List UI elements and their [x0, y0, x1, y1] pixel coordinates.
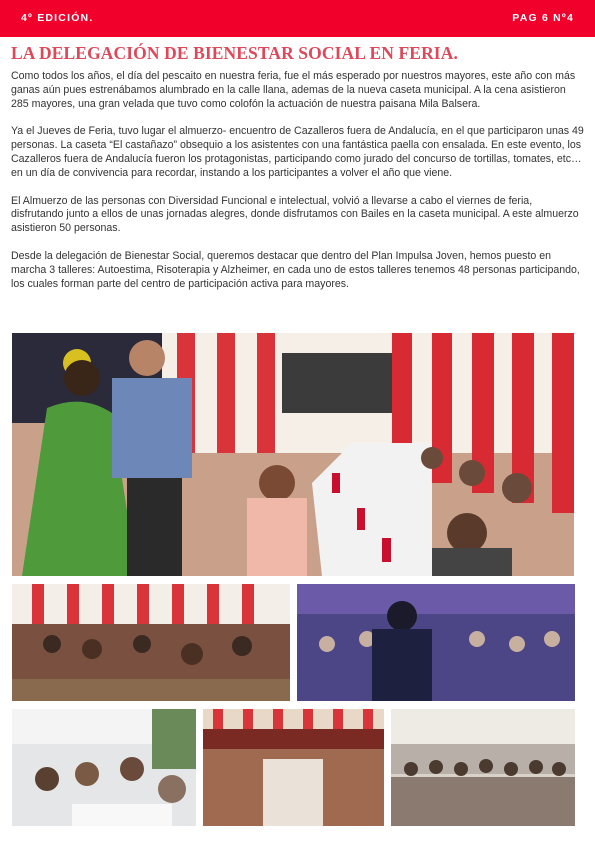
article-body: [11, 70, 586, 305]
edition-label: 4º EDICIÓN.: [21, 12, 94, 24]
paragraph-diversidad-funcional: El Almuerzo de las personas con Diversidad Funcional e intelectual, volvió a llevarse a cabo el viernes de feria, disfrutando junto a ellos de unas jornadas alegres, donde disfrutamos con Bailes en la caseta municipal. A este almuerzo asistieron 50 personas.: [11, 194, 579, 235]
photo-feria-couple: [12, 333, 574, 576]
article-title: LA DELEGACIÓN DE BIENESTAR SOCIAL EN FERIA.: [11, 43, 458, 63]
photo-group-dance: [391, 709, 575, 826]
photo-lunch-table: [12, 709, 196, 826]
photo-caseta-crowd: [12, 584, 290, 701]
header-bar: [0, 0, 595, 37]
photo-caseta-hall: [203, 709, 384, 826]
page-number: PAG 6 Nº4: [512, 12, 574, 24]
photo-singer-stage: [297, 584, 575, 701]
paragraph-pescaito: Como todos los años, el día del pescaito en nuestra feria, fue el más esperado por nuestros mayores, este año con más ganas aún pues estrenábamos alumbrado en la calle llana, ademas de la nueva caseta municipal. A la cena asistieron 285 mayores, una gran velada que tuvo como colofón la actuación de nuestra paisana Mila Balsera.: [11, 70, 576, 110]
paragraph-jueves-feria: Ya el Jueves de Feria, tuvo lugar el almuerzo- encuentro de Cazalleros fuera de Andalucía, en el que participaron unas 49 personas. La caseta “El castañazo” obsequio a los asistentes con una fantástica paella con ensalada. En este evento, los Cazalleros fuera de Andalucía fueron los protagonistas, participando como jurado del concurso de tortillas, tomates, etc… en un día de convivencia para recordar, instando a los participantes a volver el año que viene.: [11, 125, 584, 179]
paragraph-talleres: Desde la delegación de Bienestar Social, queremos destacar que dentro del Plan Impulsa Joven, hemos puesto en marcha 3 talleres: Autoestima, Risoterapia y Alzheimer, en cada uno de estos talleres tenemos 48 personas participando, los cuales forman parte del centro de participación activa para mayores.: [11, 249, 580, 290]
